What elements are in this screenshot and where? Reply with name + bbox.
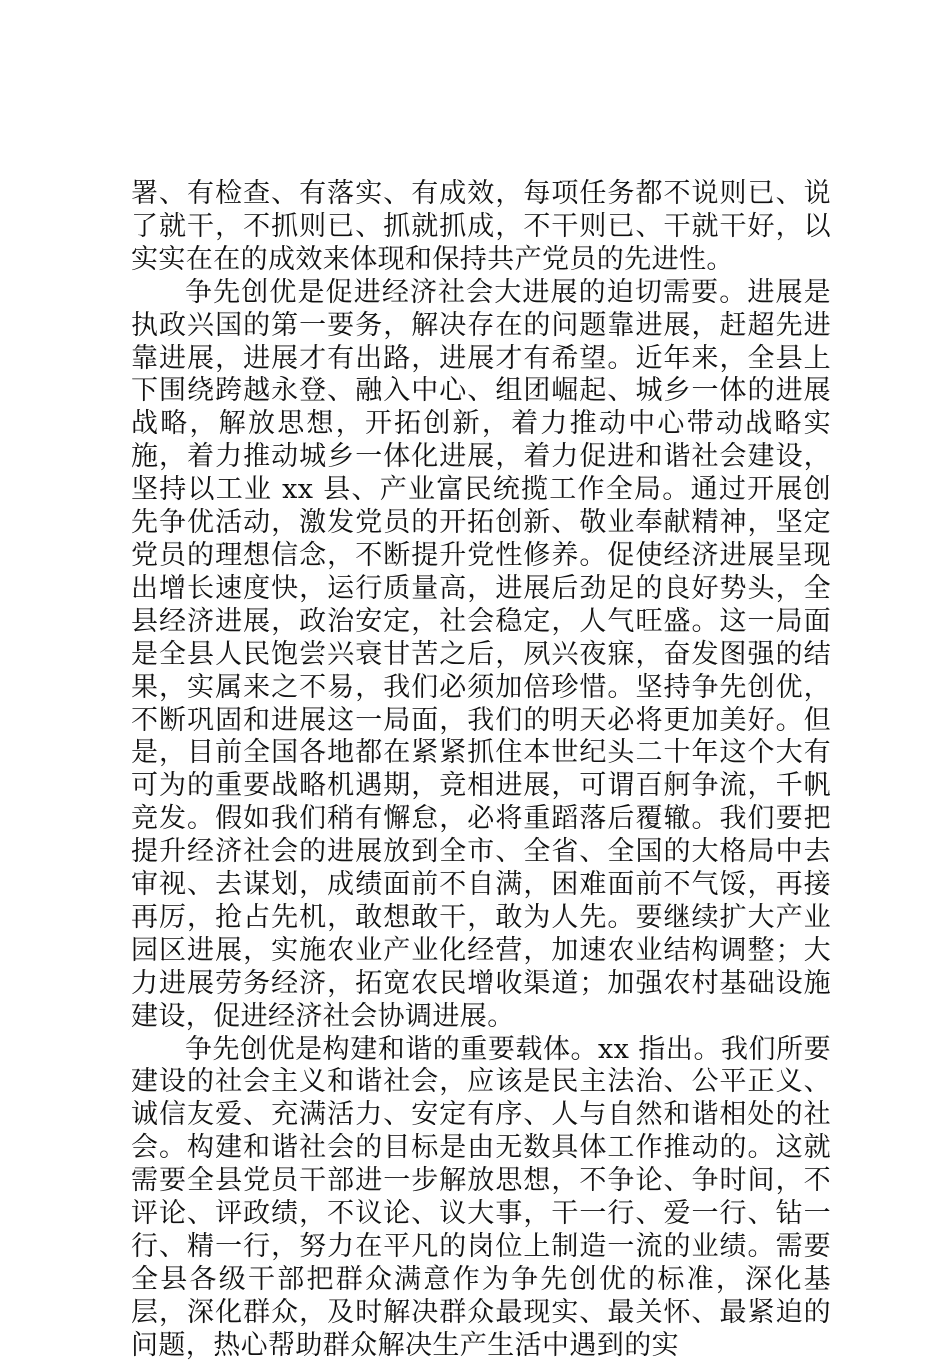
paragraph-development: 争先创优是促进经济社会大进展的迫切需要。进展是执政兴国的第一要务，解决存在的问题靠进展，赶超先进靠进展，进展才有出路，进展才有希望。近年来，全县上下围绕跨越永登、融入中心、组团崛起、城乡一体的进展战略，解放思想，开拓创新，着力推动中心带动战略实施，着力推动城乡一体化进展，着力促进和谐社会建设，坚持以工业 xx 县、产业富民统揽工作全局。通过开展创先争优活动，激发党员的开拓创新、敬业奉献精神，坚定党员的理想信念，不断提升党性修养。促使经济进展呈现出增长速度快，运行质量高，进展后劲足的良好势头，全县经济进展，政治安定，社会稳定，人气旺盛。这一局面是全县人民饱尝兴衰甘苦之后，夙兴夜寐，奋发图强的结果，实属来之不易，我们必须加倍珍惜。坚持争先创优，不断巩固和进展这一局面，我们的明天必将更加美好。但是，目前全国各地都在紧紧抓住本世纪头二十年这个大有可为的重要战略机遇期，竞相进展，可谓百舸争流，千帆竞发。假如我们稍有懈怠，必将重蹈落后覆辙。我们要把提升经济社会的进展放到全市、全省、全国的大格局中去审视、去谋划，成绩面前不自满，困难面前不气馁，再接再厉，抢占先机，敢想敢干，敢为人先。要继续扩大产业园区进展，实施农业产业化经营，加速农业结构调整；大力进展劳务经济，拓宽农民增收渠道；加强农村基础设施建设，促进经济社会协调进展。 (131, 276, 831, 1032)
document-body (131, 178, 831, 1363)
paragraph-continuation: 署、有检查、有落实、有成效，每项任务都不说则已、说了就干，不抓则已、抓就抓成，不干则已、干就干好，以实实在在的成效来体现和保持共产党员的先进性。 (131, 178, 831, 275)
paragraph-harmony: 争先创优是构建和谐的重要载体。xx 指出。我们所要建设的社会主义和谐社会，应该是民主法治、公平正义、诚信友爱、充满活力、安定有序、人与自然和谐相处的社会。构建和谐社会的目标是由无数具体工作推动的。这就需要全县党员干部进一步解放思想，不争论、争时间，不评论、评政绩，不议论、议大事，干一行、爱一行、钻一行、精一行，努力在平凡的岗位上制造一流的业绩。需要全县各级干部把群众满意作为争先创优的标准，深化基层，深化群众，及时解决群众最现实、最关怀、最紧迫的问题，热心帮助群众解决生产生活中遇到的实 (131, 1033, 831, 1361)
